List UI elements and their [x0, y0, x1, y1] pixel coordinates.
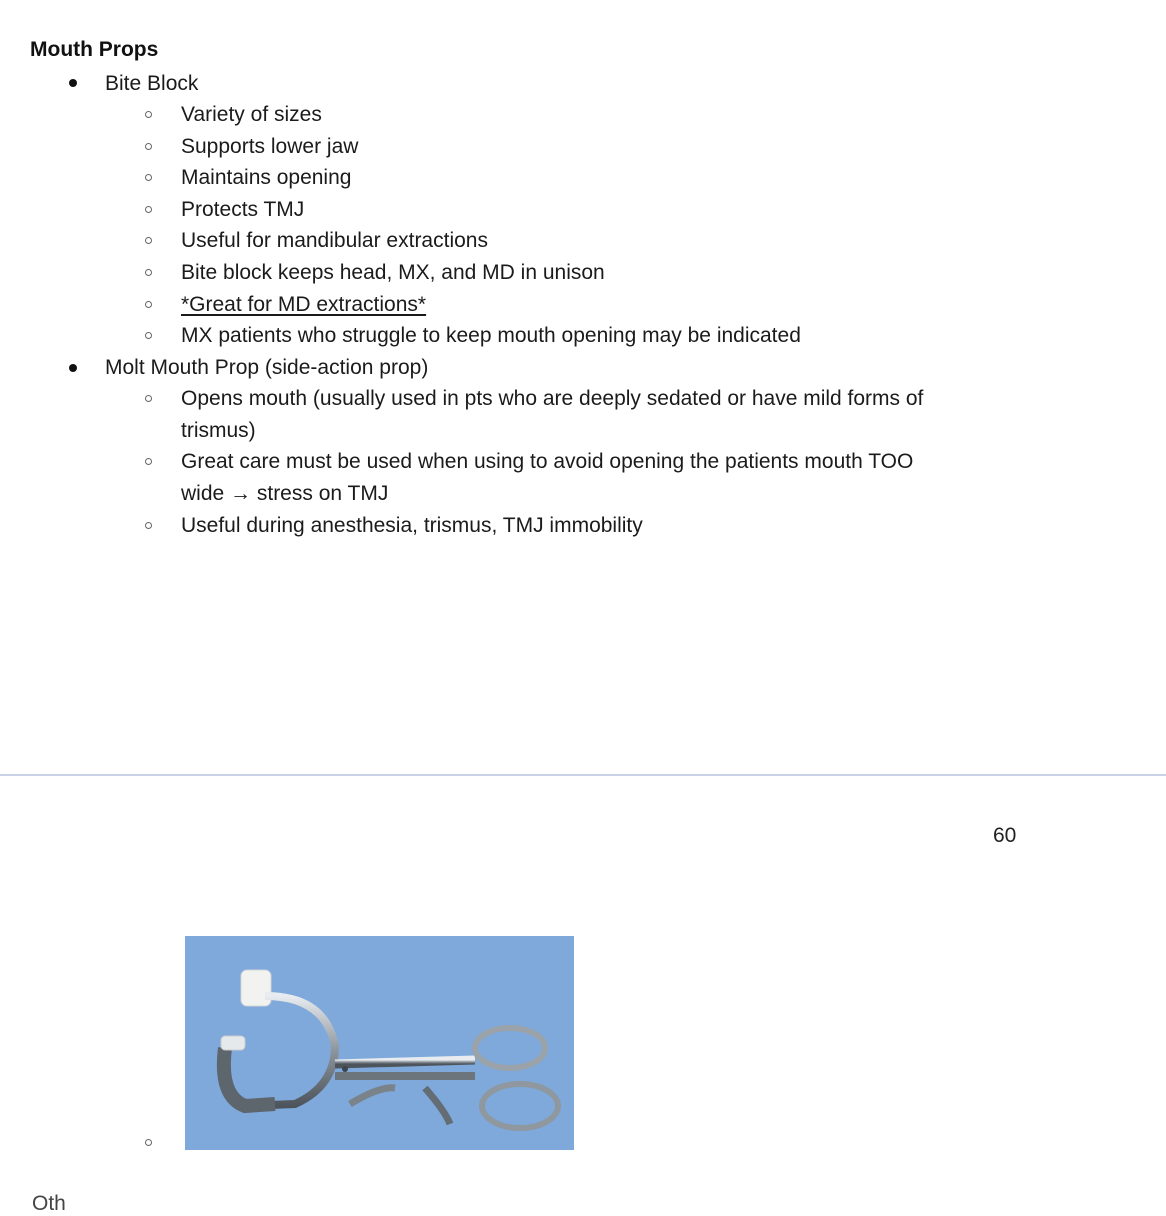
bullet-hollow-icon: [145, 301, 152, 308]
list-subitem: Great care must be used when using to avoid opening the patients mouth TOO: [181, 450, 914, 473]
bullet-hollow-icon: [145, 143, 152, 150]
list-subitem-underlined: *Great for MD extractions*: [181, 293, 427, 316]
list-subitem: Opens mouth (usually used in pts who are deeply sedated or have mild forms of: [181, 387, 924, 410]
cut-off-text: Oth: [32, 1192, 66, 1215]
page-break-divider: [0, 774, 1166, 776]
list-item-molt-mouth-prop: Molt Mouth Prop (side-action prop): [105, 356, 429, 379]
bullet-hollow-icon: [145, 1139, 152, 1146]
list-subitem: Useful during anesthesia, trismus, TMJ immobility: [181, 514, 643, 537]
bullet-hollow-icon: [145, 111, 152, 118]
list-subitem: Maintains opening: [181, 166, 352, 189]
page-number: 60: [993, 824, 1017, 847]
bullet-hollow-icon: [145, 332, 152, 339]
bullet-filled-icon: [69, 364, 77, 372]
list-item-bite-block: Bite Block: [105, 72, 199, 95]
list-subitem: Useful for mandibular extractions: [181, 229, 488, 252]
list-subitem: Supports lower jaw: [181, 135, 359, 158]
list-subitem: MX patients who struggle to keep mouth opening may be indicated: [181, 324, 801, 347]
molt-mouth-prop-image: [185, 936, 574, 1150]
bullet-hollow-icon: [145, 458, 152, 465]
list-subitem: Bite block keeps head, MX, and MD in unison: [181, 261, 605, 284]
bullet-hollow-icon: [145, 522, 152, 529]
list-subitem-continuation: trismus): [181, 419, 256, 442]
bullet-hollow-icon: [145, 206, 152, 213]
list-subitem: Variety of sizes: [181, 103, 322, 126]
bullet-hollow-icon: [145, 395, 152, 402]
section-heading: Mouth Props: [30, 38, 159, 61]
bullet-filled-icon: [69, 79, 77, 87]
bullet-hollow-icon: [145, 269, 152, 276]
list-subitem: Protects TMJ: [181, 198, 305, 221]
mouth-prop-illustration-icon: [185, 936, 574, 1150]
bullet-hollow-icon: [145, 237, 152, 244]
list-subitem-continuation: wide → stress on TMJ: [181, 482, 389, 505]
bullet-hollow-icon: [145, 174, 152, 181]
